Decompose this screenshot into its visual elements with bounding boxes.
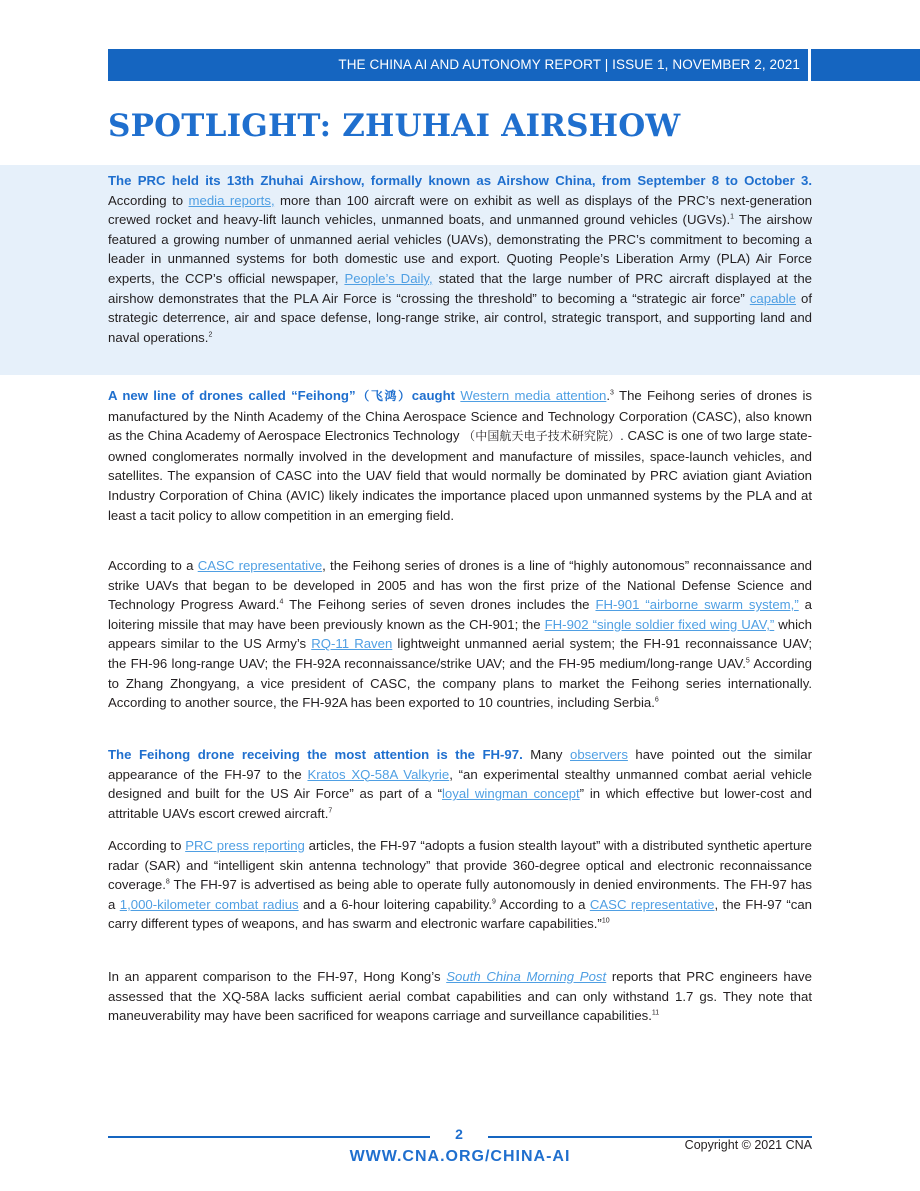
link-loyal-wingman[interactable]: loyal wingman concept	[442, 786, 580, 802]
paragraph-feihong-line: A new line of drones called “Feihong”（飞鸿）caught Western media attention.$^3$ The Feihong series of drones is manufactured by the Ninth Academy of the China Aerospace Science and Technology Corporation (CASC), also known as the China Academy of Aerospace Electronics Technology （中国航天电子技术研究院）. CASC is one of two large state-owned conglomerates normally involved in the development and manufacture of missiles, space-launch vehicles, and satellites. The expansion of CASC into the UAV field that would normally be dominated by PRC aviation giant Aviation Industry Corporation of China (AVIC) likely indicates the importance placed upon unmanned systems by the PLA and at least a tacit policy to allow competition in an emerging field.	[108, 388, 812, 523]
footnote-ref: 1	[730, 213, 735, 221]
paragraph-scmp-comparison: In an apparent comparison to the FH-97, Hong Kong’s South China Morning Post reports that PRC engineers have assessed that the XQ-58A lacks sufficient aerial combat capabilities and can only withstand 1.7 gs. They note that maneuverability may have been sacrificed for weapons carriage and surveillance capabilities.$^{11}$	[108, 969, 812, 1024]
link-prc-press-reporting[interactable]: PRC press reporting	[185, 838, 305, 853]
footnote-ref: 6	[654, 696, 659, 704]
footnote-ref: 2	[208, 331, 213, 339]
footnote-ref: 5	[745, 657, 750, 665]
link-peoples-daily[interactable]: People’s Daily,	[344, 270, 433, 286]
link-fh-902[interactable]: FH-902 “single soldier fixed wing UAV,”	[544, 616, 775, 632]
footnote-ref: 3	[610, 389, 614, 397]
footnote-ref: 11	[651, 1009, 660, 1017]
link-rq-11-raven[interactable]: RQ-11 Raven	[311, 636, 393, 652]
footnote-ref: 8	[165, 878, 170, 886]
link-kratos-valkyrie[interactable]: Kratos XQ-58A Valkyrie	[307, 766, 450, 782]
paragraph-fh-97-attention: The Feihong drone receiving the most attention is the FH-97. Many observers have pointed out the similar appearance of the FH-97 to the Kratos XQ-58A Valkyrie, “an experimental stealthy unmanned combat aerial vehicle designed and built for the US Air Force” as part of a “loyal wingman concept” in which effective but lower-cost and attritable UAVs escort crewed aircraft.$^7$	[108, 747, 813, 821]
link-fh-901[interactable]: FH-901 “airborne swarm system,”	[595, 597, 799, 613]
paragraph-fh-97-specs: According to PRC press reporting articles, the FH-97 “adopts a fusion stealth layout” with a distributed synthetic aperture radar (SAR) and “intelligent skin antenna technology” that provide 360-degree optical and electronic reconnaissance coverage.$^8$ The FH-97 is advertised as being able to operate fully autonomously in denied environments. The FH-97 has a 1,000-kilometer combat radius and a 6-hour loitering capability.$^9$ According to a CASC representative, the FH-97 “can carry different types of weapons, and has swarm and electronic warfare capabilities.”$^{10}$	[108, 838, 813, 932]
footnote-ref: 10	[601, 917, 610, 925]
footnote-ref: 4	[279, 598, 284, 606]
lead-sentence: The Feihong drone receiving the most attention is the FH-97.	[108, 747, 523, 762]
link-western-media-attention[interactable]: Western media attention	[460, 388, 607, 403]
link-combat-radius[interactable]: 1,000-kilometer combat radius	[119, 896, 299, 912]
footer-rule-left	[108, 1136, 430, 1138]
link-south-china-morning-post[interactable]: South China Morning Post	[446, 969, 607, 984]
report-header-bar	[108, 49, 808, 81]
link-media-reports[interactable]: media reports,	[188, 192, 275, 208]
copyright-notice: Copyright © 2021 CNA	[684, 1138, 812, 1152]
footer-url-link[interactable]: WWW.CNA.ORG/CHINA-AI	[349, 1148, 571, 1165]
header-bar-end	[811, 49, 920, 81]
page-number: 2	[455, 1126, 463, 1142]
lead-sentence: The PRC held its 13th Zhuhai Airshow, formally known as Airshow China, from September 8 to October 3.	[108, 173, 812, 188]
lead-sentence: A new line of drones called “Feihong”	[108, 388, 356, 403]
link-capable[interactable]: capable	[749, 290, 797, 306]
footnote-ref: 7	[328, 807, 333, 815]
link-casc-representative-2[interactable]: CASC representative	[589, 896, 715, 912]
link-observers[interactable]: observers	[570, 747, 628, 762]
link-casc-representative[interactable]: CASC representative	[197, 558, 323, 573]
paragraph-airshow-intro: The PRC held its 13th Zhuhai Airshow, formally known as Airshow China, from September 8 to October 3. According to media reports, more than 100 aircraft were on exhibit as well as displays of the PRC’s next-generation crewed rocket and heavy-lift launch vehicles, unmanned boats, and unmanned ground vehicles (UGVs).$^1$ The airshow featured a growing number of unmanned aerial vehicles (UAVs), demonstrating the PRC’s commitment to becoming a leader in unmanned systems for both domestic use and export. Quoting People’s Liberation Army (PLA) Air Force experts, the CCP’s official newspaper, People’s Daily, stated that the large number of PRC aircraft displayed at the airshow demonstrates that the PLA Air Force is “crossing the threshold” to becoming a “strategic air force” capable of strategic deterrence, air and space defense, long-range strike, air control, strategic transport, and supporting land and naval operations.$^2$	[108, 173, 813, 345]
page-title: SPOTLIGHT: ZHUHAI AIRSHOW	[108, 108, 681, 144]
footnote-ref: 9	[492, 898, 496, 906]
paragraph-feihong-series: According to a CASC representative, the Feihong series of drones is a line of “highly autonomous” reconnaissance and strike UAVs that began to be developed in 2005 and has won the first prize of the National Defense Science and Technology Progress Award.$^4$ The Feihong series of seven drones includes the FH-901 “airborne swarm system,” a loitering missile that may have been previously known as the CH-901; the FH-902 “single soldier fixed wing UAV,” which appears similar to the US Army’s RQ-11 Raven lightweight unmanned aerial system; the FH-91 reconnaissance UAV; the FH-96 long-range UAV; the FH-92A reconnaissance/strike UAV; and the FH-95 medium/long-range UAV.$^5$ According to Zhang Zhongyang, a vice president of CASC, the company plans to market the Feihong series internationally. According to another source, the FH-92A has been exported to 10 countries, including Serbia.$^6$	[108, 558, 813, 711]
report-header-title: THE CHINA AI AND AUTONOMY REPORT | ISSUE 1, NOVEMBER 2, 2021	[338, 57, 800, 72]
